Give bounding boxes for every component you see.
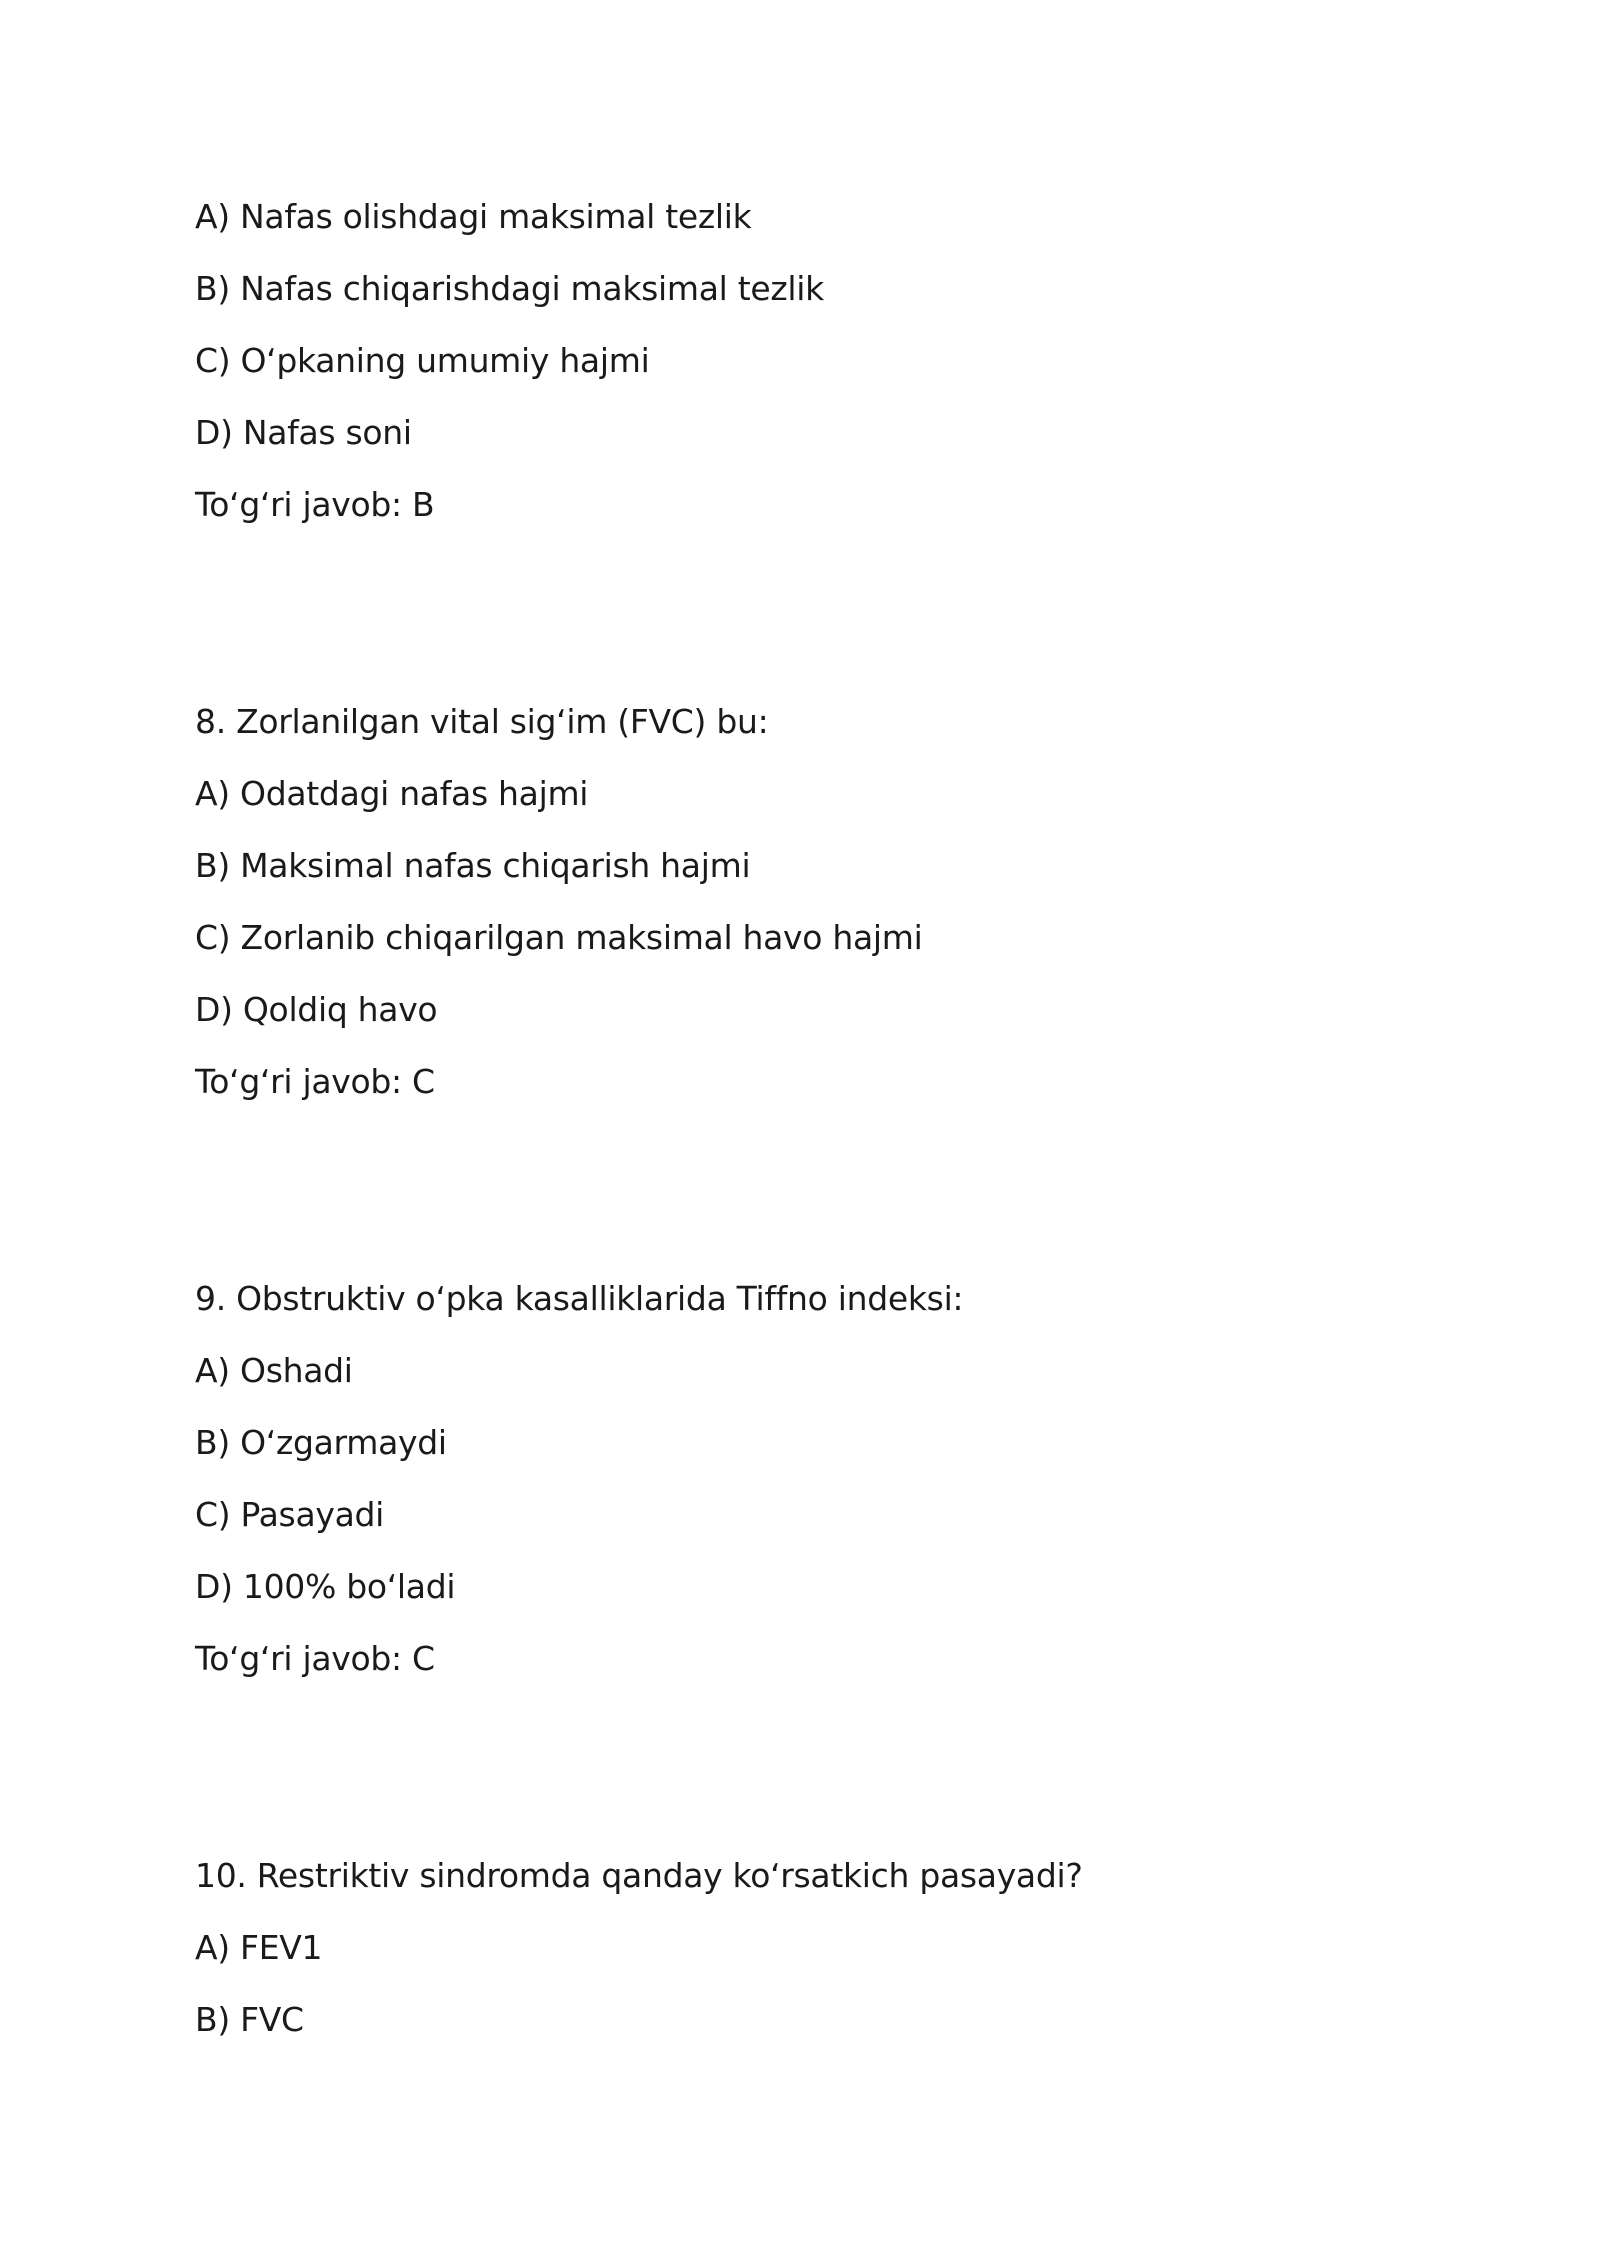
option-a: A) Odatdagi nafas hajmi bbox=[195, 774, 589, 813]
option-a: A) Oshadi bbox=[195, 1351, 353, 1390]
question-text: 9. Obstruktiv o‘pka kasalliklarida Tiffno indeksi: bbox=[195, 1279, 964, 1318]
option-a: A) FEV1 bbox=[195, 1928, 323, 1967]
option-a: A) Nafas olishdagi maksimal tezlik bbox=[195, 197, 752, 236]
option-b: B) FVC bbox=[195, 2000, 304, 2039]
option-c: C) Pasayadi bbox=[195, 1495, 385, 1534]
correct-answer: To‘g‘ri javob: C bbox=[195, 1062, 435, 1101]
option-b: B) Nafas chiqarishdagi maksimal tezlik bbox=[195, 269, 824, 308]
question-text: 10. Restriktiv sindromda qanday ko‘rsatkich pasayadi? bbox=[195, 1856, 1083, 1895]
option-b: B) O‘zgarmaydi bbox=[195, 1423, 447, 1462]
option-c: C) O‘pkaning umumiy hajmi bbox=[195, 341, 650, 380]
option-c: C) Zorlanib chiqarilgan maksimal havo hajmi bbox=[195, 918, 923, 957]
question-text: 8. Zorlanilgan vital sig‘im (FVC) bu: bbox=[195, 702, 769, 741]
correct-answer: To‘g‘ri javob: C bbox=[195, 1639, 435, 1678]
option-d: D) Nafas soni bbox=[195, 413, 412, 452]
option-d: D) 100% bo‘ladi bbox=[195, 1567, 456, 1606]
correct-answer: To‘g‘ri javob: B bbox=[195, 485, 435, 524]
option-d: D) Qoldiq havo bbox=[195, 990, 438, 1029]
option-b: B) Maksimal nafas chiqarish hajmi bbox=[195, 846, 751, 885]
